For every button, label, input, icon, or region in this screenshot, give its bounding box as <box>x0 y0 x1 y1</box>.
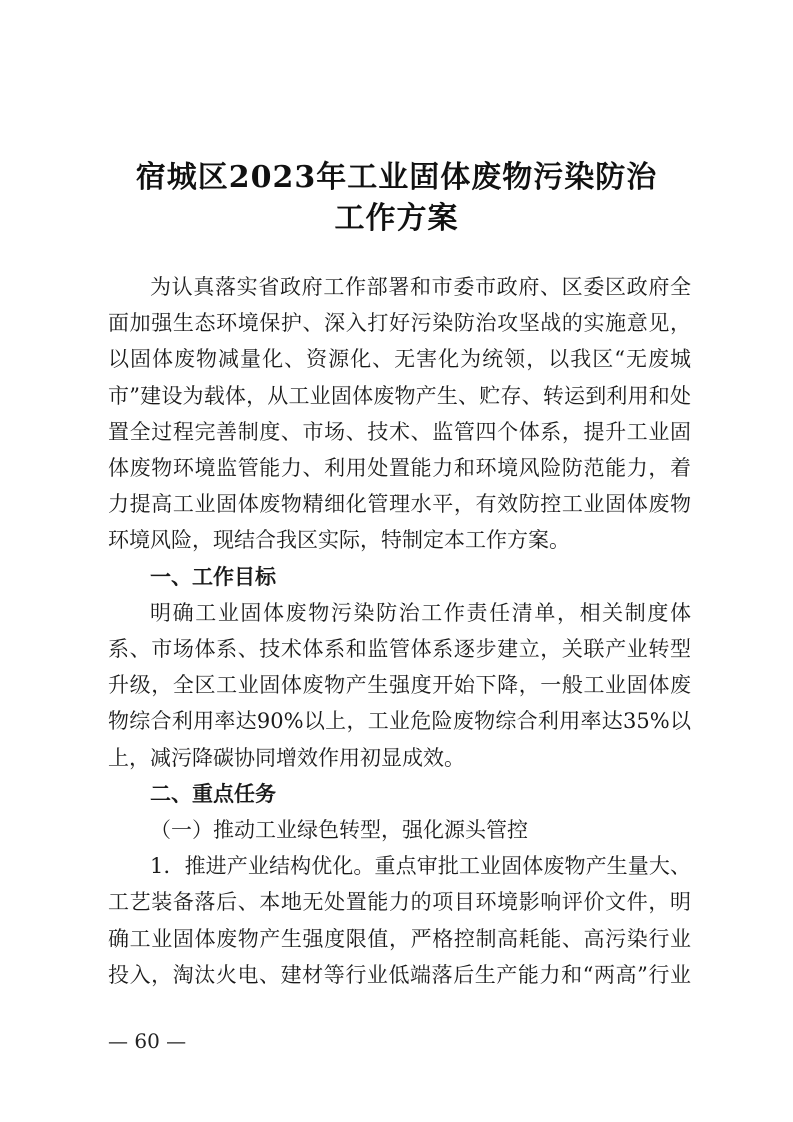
document-title-line-2: 工作方案 <box>334 201 459 236</box>
section-1-paragraph: 明确工业固体废物污染防治工作责任清单，相关制度体系、市场体系、技术体系和监管体系逐步建立，关联产业转型升级，全区工业固体废物产生强度开始下降，一般工业固体废物综合利用率达90%以上，工业危险废物综合利用率达35%以上，减污降碳协同增效作用初显成效。 <box>108 600 691 770</box>
page-number: — 60 — <box>108 1029 187 1053</box>
section-1-heading: 一、工作目标 <box>150 564 276 589</box>
document-body <box>108 269 691 993</box>
intro-paragraph: 为认真落实省政府工作部署和市委市政府、区委区政府全面加强生态环境保护、深入打好污染防治攻坚战的实施意见，以固体废物减量化、资源化、无害化为统领，以我区“无废城市”建设为载体，从工业固体废物产生、贮存、转运到利用和处置全过程完善制度、市场、技术、监管四个体系，提升工业固体废物环境监管能力、利用处置能力和环境风险防范能力，着力提高工业固体废物精细化管理水平，有效防控工业固体废物环境风险，现结合我区实际，特制定本工作方案。 <box>108 275 691 553</box>
subsection-1-heading: （一）推动工业绿色转型，强化源头管控 <box>150 818 528 843</box>
document-title-line-1: 宿城区2023年工业固体废物污染防治 <box>135 160 658 195</box>
item-1-paragraph: 1．推进产业结构优化。重点审批工业固体废物产生量大、工艺装备落后、本地无处置能力的项目环境影响评价文件，明确工业固体废物产生强度限值，严格控制高耗能、高污染行业投入，淘汰火电、建材等行业低端落后生产能力和“两高”行业 <box>108 854 691 987</box>
section-2-heading: 二、重点任务 <box>150 781 276 806</box>
